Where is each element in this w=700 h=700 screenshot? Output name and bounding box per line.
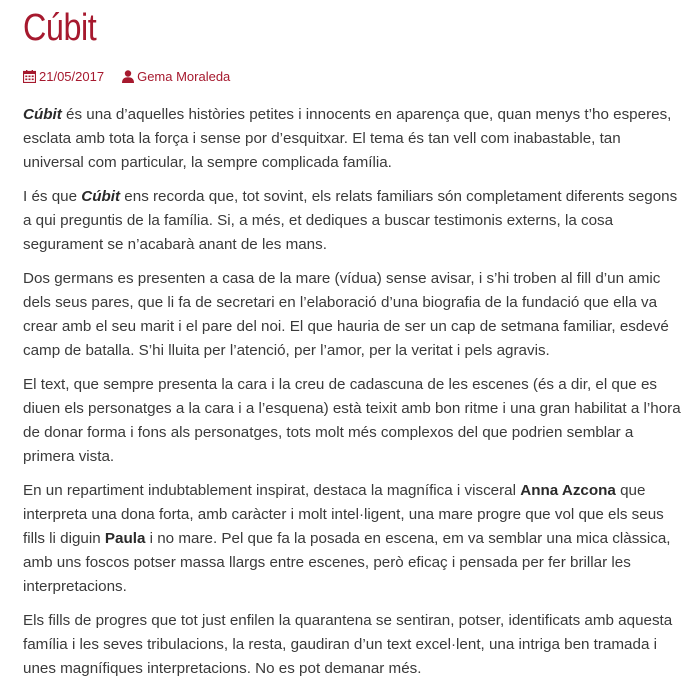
calendar-icon — [23, 70, 36, 83]
post-author-name: Gema Moraleda — [137, 68, 231, 84]
paragraph-text: Dos germans es presenten a casa de la mare (vídua) sense avisar, i s’hi troben al fill d’un amic dels seus pares, que li fa de secretari en l’elaboració d’una biografia de la fundació que ella va crear amb el seu marit i el pare del noi. El que hauria de ser un cap de setmana familiar, esdevé camp de batalla. S’hi lluita per l’atenció, per l’amor, per la veritat i pels agravis. — [23, 270, 669, 359]
paragraph-1 — [23, 103, 683, 175]
paragraph-text: En un repartiment indubtablement inspirat, destaca la magnífica i visceral — [23, 482, 521, 499]
paragraph-text: és una d’aquelles històries petites i innocents en aparença que, quan menys t’ho esperes, esclata amb tota la força i sense por d’esquitxar. El tema és tan vell com inabastable, tan universal com particular, la sempre complicada família. — [23, 106, 672, 171]
paragraph-text: I és que — [23, 188, 82, 205]
paragraph-3 — [23, 267, 683, 363]
paragraph-4 — [23, 373, 683, 469]
play-title-emphasis: Cúbit — [81, 188, 121, 205]
paragraph-text: ens recorda que, tot sovint, els relats familiars són completament diferents segons a qui preguntis de la família. Si, a més, et dediques a buscar testimonis externs, la cosa segurament se n’acabarà anant de les mans. — [23, 188, 678, 253]
paragraph-text: Els fills de progres que tot just enfilen la quarantena se sentiran, potser, identificats amb aquesta família i les seves tribulacions, la resta, gaudiran d’un text excel·lent, una intriga ben tramada i unes magnífiques interpretacions. No es pot demanar més. — [23, 612, 673, 677]
paragraph-text: El text, que sempre presenta la cara i la creu de cadascuna de les escenes (és a dir, el que es diuen els personatges a la cara i a l’esquena) està teixit amb bon ritme i una gran habilitat a l’hora de donar forma i fons als personatges, tots molt més complexos del que podrien semblar a primera vista. — [23, 376, 681, 465]
paragraph-6 — [23, 609, 683, 681]
paragraph-text: i no mare. Pel que fa la posada en escena, em va semblar una mica clàssica, amb uns foscos potser massa llargs entre escenes, però eficaç i pensada per fer brillar les interpretacions. — [23, 530, 671, 595]
post-author[interactable] — [122, 69, 230, 84]
post-content — [23, 103, 683, 681]
paragraph-2 — [23, 185, 683, 257]
post-date[interactable] — [23, 69, 104, 84]
character-name: Paula — [104, 530, 146, 547]
user-icon — [122, 70, 134, 83]
post-title: Cúbit — [23, 7, 97, 49]
post-date-text: 21/05/2017 — [39, 68, 105, 84]
paragraph-5 — [23, 479, 683, 599]
actress-name: Anna Azcona — [520, 482, 616, 499]
play-title-emphasis: Cúbit — [23, 106, 62, 123]
post-meta — [23, 66, 683, 86]
paragraph-text: que interpreta una dona forta, amb caràcter i molt intel·ligent, una mare progre que vol que els seus fills li diguin — [23, 482, 664, 547]
